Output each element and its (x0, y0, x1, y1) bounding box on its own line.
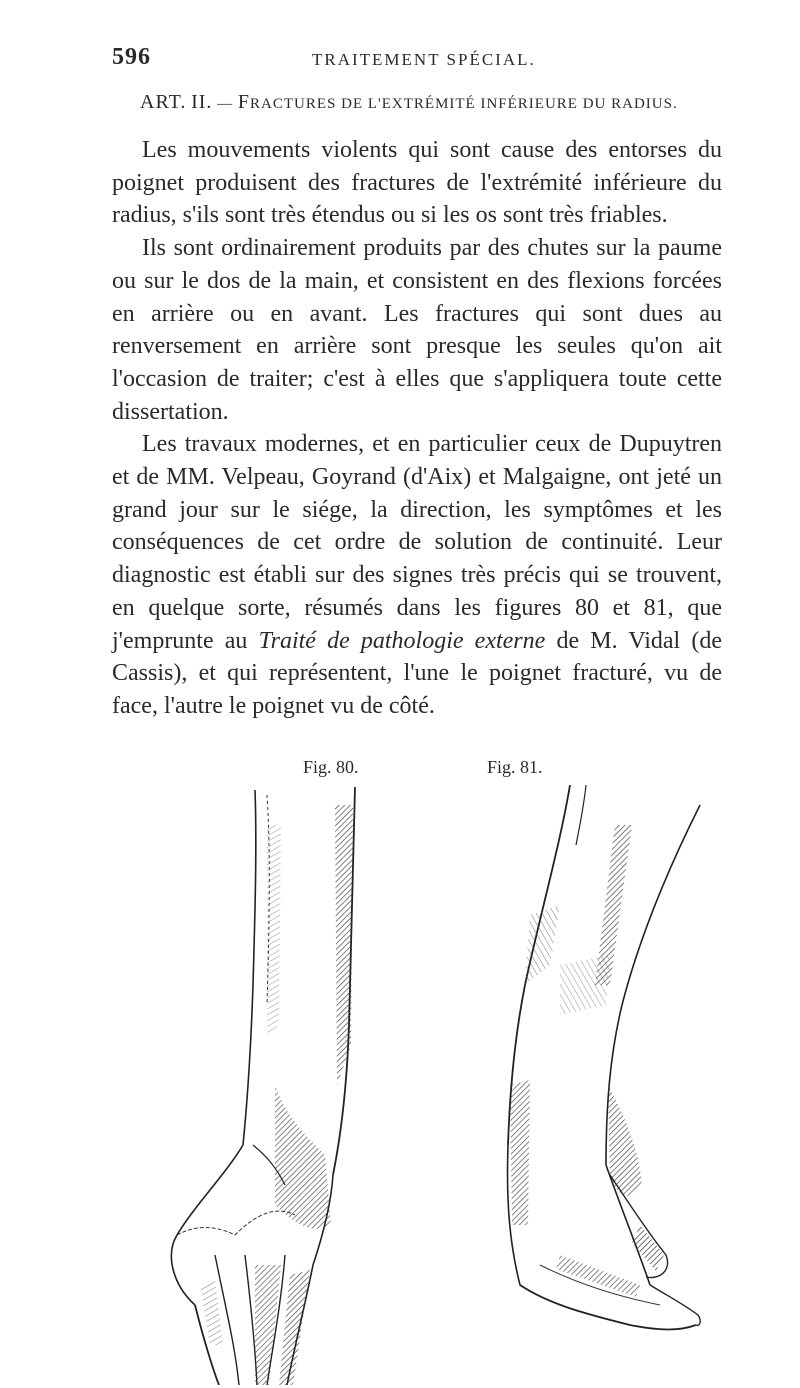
article-title-text: RACTURES DE L'EXTRÉMITÉ INFÉRIEURE DU RADIUS. (250, 96, 678, 112)
article-dash: — (217, 96, 234, 112)
book-title-reference: Traité de pathologie externe (258, 627, 546, 654)
running-title: TRAITEMENT SPÉCIAL. (312, 50, 536, 69)
paragraph-1: Les mouvements violents qui sont cause des entorses du poignet produisent des fractures de l'extrémité inférieure du radius, s'ils sont très étendus ou si les os sont très friables. (112, 137, 722, 229)
article-title (140, 91, 740, 114)
body-text (112, 134, 722, 723)
article-label: ART. (140, 91, 187, 113)
paragraph-2: Ils sont ordinairement produits par des chutes sur la paume ou sur le dos de la main, et consistent en des flexions forcées en arrière ou en avant. Les fractures qui sont dues au renversement en arrière sont presque les seules qu'on ait l'occasion de traiter; c'est à elles que s'appliquera toute cette dissertation. (112, 235, 722, 425)
figure-80-wrist-front-view (155, 785, 405, 1385)
wrist-side-illustration (410, 785, 730, 1385)
figure-81-caption: Fig. 81. (487, 757, 543, 777)
page-number: 596 (112, 44, 151, 70)
figure-80-caption: Fig. 80. (303, 757, 359, 777)
article-title-initial: F (237, 91, 251, 113)
paragraph-3 (112, 428, 722, 722)
running-head (112, 44, 712, 74)
wrist-front-illustration (155, 785, 405, 1385)
paragraph-3-text: Les travaux modernes, et en particulier ceux de Dupuytren et de MM. Velpeau, Goyrand (d'Aix) et Malgaigne, ont jeté un grand jour sur le siége, la direction, les symptômes et les conséquences de cet ordre de solution de continuité. Leur diagnostic est établi sur des signes très précis qui se trouvent, en quelque sorte, résumés dans les figures 80 et 81, que j'emprunte au (112, 431, 722, 654)
paragraph-3-text-end: de M. Vidal (de Cassis), et qui représentent, l'une le poignet fracturé, vu de face, l'autre le poignet vu de côté. (112, 627, 722, 719)
figure-81-wrist-side-view (410, 785, 730, 1385)
article-number: II. (191, 91, 213, 113)
